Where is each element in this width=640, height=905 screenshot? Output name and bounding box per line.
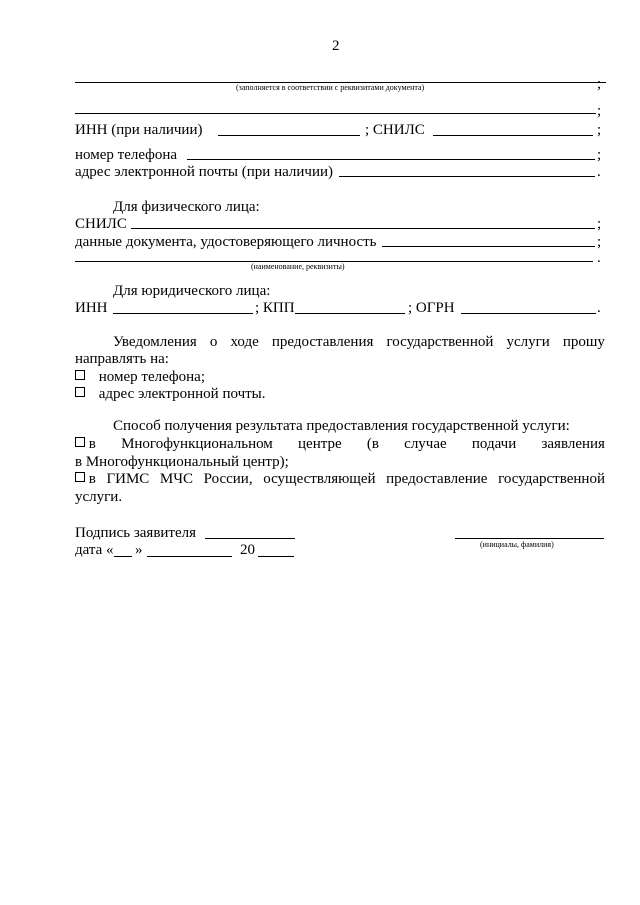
- phone-label: номер телефона: [75, 147, 178, 163]
- page-number: 2: [332, 38, 340, 54]
- word: Многофункциональном: [121, 436, 273, 452]
- word: осуществляющей: [263, 471, 376, 487]
- word: подачи: [471, 436, 517, 452]
- result-option-gims[interactable]: [75, 470, 605, 488]
- initials-field[interactable]: [455, 538, 604, 539]
- date-quote-close: »: [135, 542, 143, 558]
- individual-snils-label: СНИЛС: [75, 216, 127, 232]
- date-year-field[interactable]: [258, 556, 294, 557]
- inn-label: ИНН (при наличии): [75, 122, 203, 138]
- initials-caption: (инициалы, фамилия): [480, 540, 554, 549]
- ogrn-label: ; ОГРН: [408, 300, 455, 316]
- identity-document-label: данные документа, удостоверяющего личность: [75, 234, 377, 250]
- word: ходе: [230, 334, 259, 350]
- word: предоставления: [271, 334, 374, 350]
- document-caption: (заполняется в соответствии с реквизитами документа): [236, 83, 425, 92]
- notifications-intro: [113, 333, 605, 351]
- date-year-prefix: 20: [240, 542, 255, 558]
- document-line-2[interactable]: [75, 113, 596, 114]
- line-semicolon: ;: [597, 76, 602, 92]
- result-option-mfc-line2: в Многофункциональный центр);: [75, 454, 289, 470]
- notify-phone-label: номер телефона;: [98, 369, 206, 385]
- identity-document-field[interactable]: [382, 246, 595, 247]
- email-label: адрес электронной почты (при наличии): [75, 164, 333, 180]
- notify-email-label: адрес электронной почты.: [98, 386, 266, 402]
- result-option-gims-line2: услуги.: [75, 489, 123, 505]
- result-method-intro: Способ получения результата предоставления государственной услуги:: [113, 418, 570, 434]
- date-label: дата «: [75, 542, 114, 558]
- notify-phone-checkbox[interactable]: [75, 370, 85, 380]
- snils-end: ;: [597, 122, 602, 138]
- word: Уведомления: [113, 334, 197, 350]
- inn-field[interactable]: [218, 135, 360, 136]
- snils-field[interactable]: [433, 135, 593, 136]
- word: (в: [366, 436, 379, 452]
- ogrn-end: .: [597, 300, 601, 316]
- word: центре: [298, 436, 342, 452]
- phone-field[interactable]: [187, 159, 595, 160]
- word: государственной: [498, 471, 605, 487]
- identity-document-line-end: .: [597, 250, 601, 266]
- legal-heading: Для юридического лица:: [113, 283, 271, 299]
- word: услуги: [506, 334, 550, 350]
- snils-label: ; СНИЛС: [365, 122, 425, 138]
- word: России,: [203, 471, 253, 487]
- individual-snils-field[interactable]: [131, 228, 595, 229]
- ogrn-field[interactable]: [461, 313, 596, 314]
- kpp-label: ; КПП: [255, 300, 295, 316]
- word: в: [88, 436, 96, 452]
- individual-snils-end: ;: [597, 216, 602, 232]
- notify-phone-option[interactable]: [75, 368, 205, 386]
- word: государственной: [386, 334, 494, 350]
- phone-end: ;: [597, 147, 602, 163]
- signature-label: Подпись заявителя: [75, 525, 197, 541]
- word: в: [88, 471, 96, 487]
- identity-document-caption: (наименование, реквизиты): [251, 262, 345, 271]
- word: о: [209, 334, 218, 350]
- signature-field[interactable]: [205, 538, 295, 539]
- result-mfc-checkbox[interactable]: [75, 437, 85, 447]
- word: случае: [404, 436, 447, 452]
- notifications-intro-line2: направлять на:: [75, 351, 169, 367]
- individual-heading: Для физического лица:: [113, 199, 260, 215]
- result-option-mfc[interactable]: [75, 435, 605, 453]
- line-semicolon: ;: [597, 103, 602, 119]
- result-option-mfc-first: [75, 435, 96, 453]
- word: ГИМС: [106, 471, 150, 487]
- word: предоставление: [386, 471, 488, 487]
- result-option-gims-first: [75, 470, 96, 488]
- date-day-field[interactable]: [114, 556, 132, 557]
- notify-email-option[interactable]: [75, 385, 266, 403]
- kpp-field[interactable]: [295, 313, 405, 314]
- word: заявления: [541, 436, 605, 452]
- legal-inn-field[interactable]: [113, 313, 253, 314]
- result-gims-checkbox[interactable]: [75, 472, 85, 482]
- identity-document-end: ;: [597, 234, 602, 250]
- word: МЧС: [159, 471, 194, 487]
- legal-inn-label: ИНН: [75, 300, 108, 316]
- email-end: .: [597, 164, 601, 180]
- email-field[interactable]: [339, 176, 595, 177]
- notify-email-checkbox[interactable]: [75, 387, 85, 397]
- word: прошу: [562, 334, 605, 350]
- date-month-field[interactable]: [147, 556, 232, 557]
